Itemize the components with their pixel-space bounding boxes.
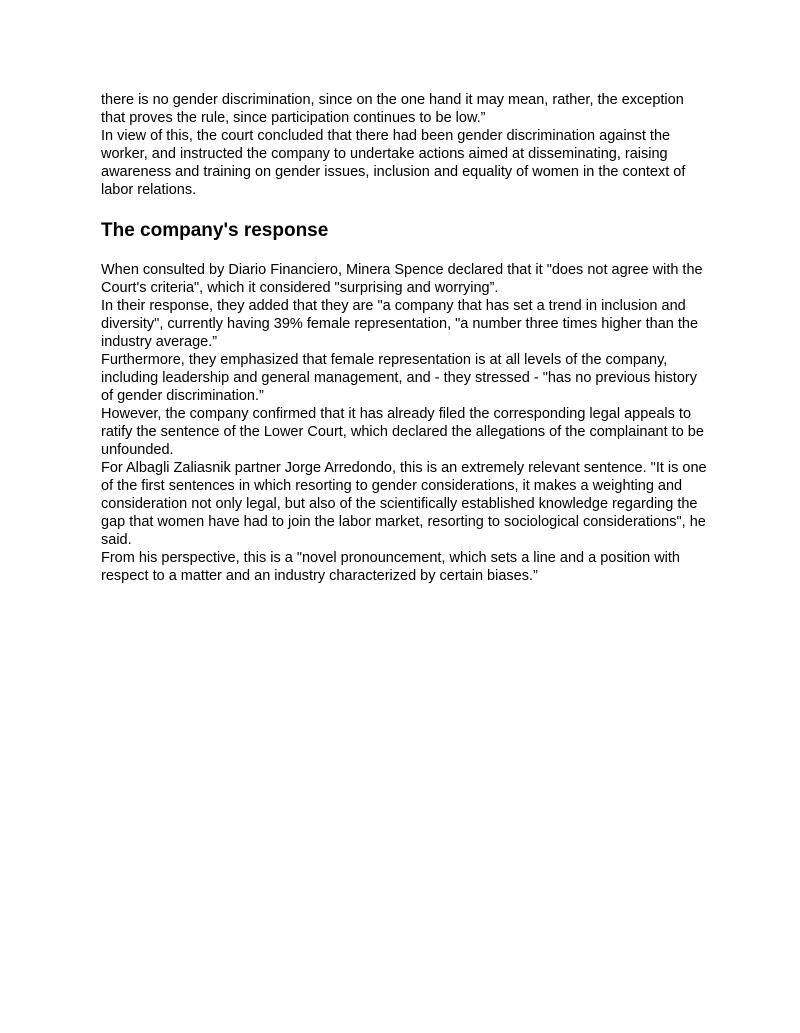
paragraph-intro-1: there is no gender discrimination, since on the one hand it may mean, rather, the exception that proves the rule, since participation continues to be low.”	[101, 92, 684, 126]
paragraph-response-2: In their response, they added that they are "a company that has set a trend in inclusion and diversity", currently having 39% female representation, "a number three times higher than the industry average.”	[101, 298, 699, 350]
paragraph-response-1: When consulted by Diario Financiero, Minera Spence declared that it "does not agree with the Court's criteria", which it considered "surprising and worrying”.	[101, 262, 703, 296]
document-page	[101, 91, 711, 585]
paragraph-response-6: From his perspective, this is a "novel pronouncement, which sets a line and a position with respect to a matter and an industry characterized by certain biases.”	[101, 550, 680, 584]
paragraph-response-5: For Albagli Zaliasnik partner Jorge Arredondo, this is an extremely relevant sentence. "It is one of the first sentences in which resorting to gender considerations, it makes a weighting and consideration not only legal, but also of the scientifically established knowledge regarding the gap that women have had to join the labor market, resorting to sociological considerations", he said.	[101, 460, 707, 548]
paragraph-response-3: Furthermore, they emphasized that female representation is at all levels of the company, including leadership and general management, and - they stressed - "has no previous history of gender discrimination.”	[101, 352, 697, 404]
paragraph-intro-2: In view of this, the court concluded that there had been gender discrimination against the worker, and instructed the company to undertake actions aimed at disseminating, raising awareness and training on gender issues, inclusion and equality of women in the context of labor relations.	[101, 128, 686, 198]
paragraph-response-4: However, the company confirmed that it has already filed the corresponding legal appeals to ratify the sentence of the Lower Court, which declared the allegations of the complainant to be unfounded.	[101, 406, 704, 458]
section-heading: The company's response	[101, 220, 329, 241]
